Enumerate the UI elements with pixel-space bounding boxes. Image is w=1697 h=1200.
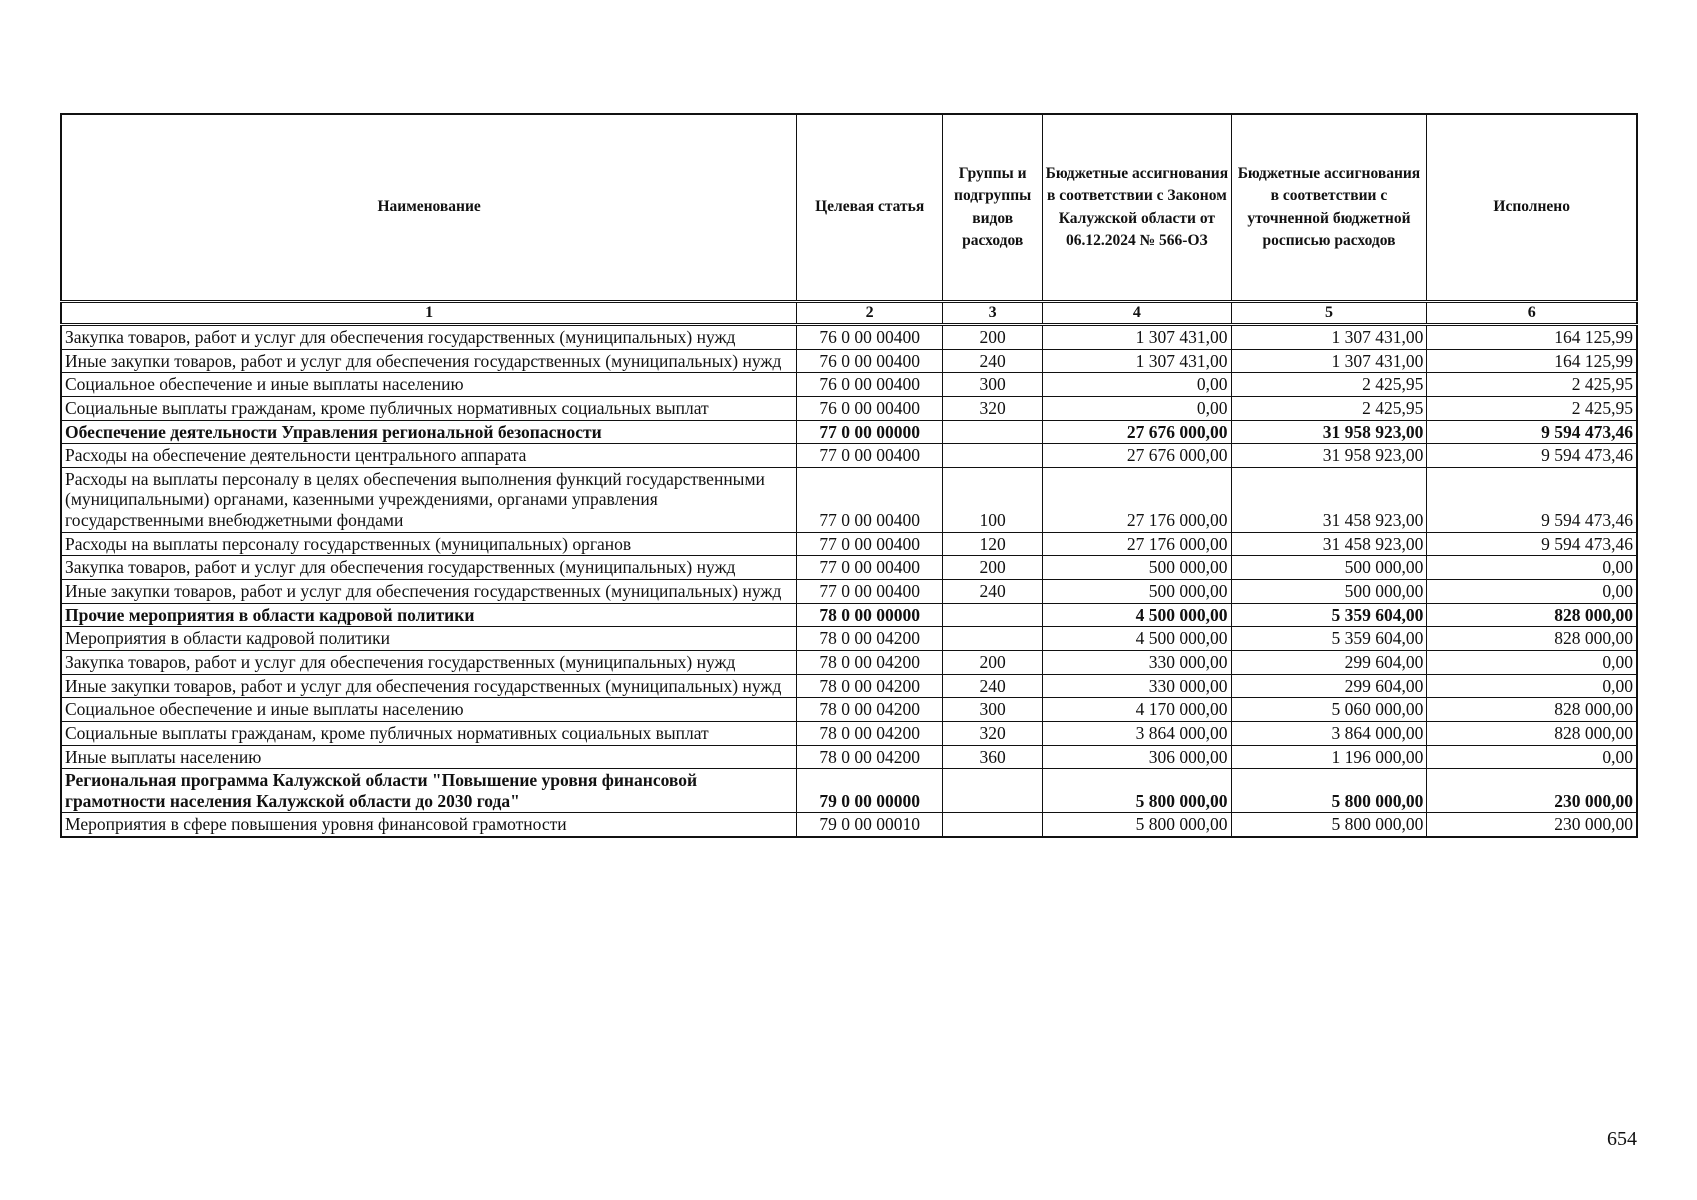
- expense-group-cell: 120: [943, 532, 1043, 556]
- executed-cell: 9 594 473,46: [1427, 532, 1637, 556]
- refined-allocation-cell: 500 000,00: [1231, 580, 1427, 604]
- table-row: [61, 532, 1637, 556]
- law-allocation-cell: 330 000,00: [1043, 650, 1231, 674]
- table-row: [61, 420, 1637, 444]
- executed-cell: 164 125,99: [1427, 349, 1637, 373]
- column-number: 4: [1043, 302, 1231, 325]
- target-article-cell: 78 0 00 04200: [797, 650, 943, 674]
- refined-allocation-cell: 31 458 923,00: [1231, 467, 1427, 532]
- table-row: [61, 650, 1637, 674]
- expense-group-cell: 320: [943, 721, 1043, 745]
- refined-allocation-cell: 5 359 604,00: [1231, 627, 1427, 651]
- row-name-cell: Закупка товаров, работ и услуг для обеспечения государственных (муниципальных) нужд: [61, 556, 797, 580]
- row-name-cell: Закупка товаров, работ и услуг для обеспечения государственных (муниципальных) нужд: [61, 325, 797, 350]
- row-name-cell: Иные закупки товаров, работ и услуг для обеспечения государственных (муниципальных) нужд: [61, 580, 797, 604]
- column-number: 5: [1231, 302, 1427, 325]
- law-allocation-cell: 500 000,00: [1043, 556, 1231, 580]
- row-name-cell: Иные закупки товаров, работ и услуг для обеспечения государственных (муниципальных) нужд: [61, 349, 797, 373]
- law-allocation-cell: 27 676 000,00: [1043, 420, 1231, 444]
- law-allocation-cell: 5 800 000,00: [1043, 769, 1231, 813]
- executed-cell: 828 000,00: [1427, 721, 1637, 745]
- law-allocation-cell: 0,00: [1043, 396, 1231, 420]
- row-name-cell: Региональная программа Калужской области "Повышение уровня финансовой грамотности населения Калужской области до 2030 года": [61, 769, 797, 813]
- executed-cell: 230 000,00: [1427, 769, 1637, 813]
- target-article-cell: 77 0 00 00400: [797, 444, 943, 468]
- table-row: [61, 580, 1637, 604]
- table-row: [61, 627, 1637, 651]
- expense-group-cell: 200: [943, 650, 1043, 674]
- law-allocation-cell: 4 170 000,00: [1043, 698, 1231, 722]
- executed-cell: 0,00: [1427, 674, 1637, 698]
- row-name-cell: Обеспечение деятельности Управления региональной безопасности: [61, 420, 797, 444]
- law-allocation-cell: 27 176 000,00: [1043, 532, 1231, 556]
- law-allocation-cell: 0,00: [1043, 373, 1231, 397]
- expense-group-cell: 300: [943, 698, 1043, 722]
- refined-allocation-cell: 1 307 431,00: [1231, 325, 1427, 350]
- header-expense-groups: Группы и подгруппы видов расходов: [943, 114, 1043, 302]
- expense-group-cell: 200: [943, 556, 1043, 580]
- expense-group-cell: [943, 603, 1043, 627]
- expense-group-cell: [943, 813, 1043, 837]
- expense-group-cell: 300: [943, 373, 1043, 397]
- executed-cell: 2 425,95: [1427, 396, 1637, 420]
- page-number: 654: [1607, 1128, 1637, 1150]
- executed-cell: 828 000,00: [1427, 627, 1637, 651]
- header-executed: Исполнено: [1427, 114, 1637, 302]
- refined-allocation-cell: 31 958 923,00: [1231, 444, 1427, 468]
- row-name-cell: Расходы на выплаты персоналу в целях обеспечения выполнения функций государственными (муниципальными) органами, казенными учреждениями, органами управления государственными внебюджетными фондами: [61, 467, 797, 532]
- table-row: [61, 721, 1637, 745]
- expense-group-cell: 240: [943, 674, 1043, 698]
- expense-group-cell: 240: [943, 349, 1043, 373]
- table-row: [61, 603, 1637, 627]
- row-name-cell: Мероприятия в области кадровой политики: [61, 627, 797, 651]
- target-article-cell: 78 0 00 04200: [797, 674, 943, 698]
- expense-group-cell: 360: [943, 745, 1043, 769]
- row-name-cell: Иные закупки товаров, работ и услуг для обеспечения государственных (муниципальных) нужд: [61, 674, 797, 698]
- column-number: 6: [1427, 302, 1637, 325]
- expense-group-cell: [943, 769, 1043, 813]
- column-number: 2: [797, 302, 943, 325]
- table-body: [61, 325, 1637, 838]
- column-number: 3: [943, 302, 1043, 325]
- row-name-cell: Закупка товаров, работ и услуг для обеспечения государственных (муниципальных) нужд: [61, 650, 797, 674]
- target-article-cell: 78 0 00 00000: [797, 603, 943, 627]
- executed-cell: 2 425,95: [1427, 373, 1637, 397]
- table-row: [61, 813, 1637, 837]
- law-allocation-cell: 306 000,00: [1043, 745, 1231, 769]
- refined-allocation-cell: 500 000,00: [1231, 556, 1427, 580]
- expense-group-cell: 320: [943, 396, 1043, 420]
- row-name-cell: Социальные выплаты гражданам, кроме публичных нормативных социальных выплат: [61, 396, 797, 420]
- target-article-cell: 77 0 00 00000: [797, 420, 943, 444]
- refined-allocation-cell: 5 359 604,00: [1231, 603, 1427, 627]
- table-row: [61, 745, 1637, 769]
- executed-cell: 828 000,00: [1427, 698, 1637, 722]
- header-law-allocations: Бюджетные ассигнования в соответствии с Законом Калужской области от 06.12.2024 № 566-ОЗ: [1043, 114, 1231, 302]
- law-allocation-cell: 27 176 000,00: [1043, 467, 1231, 532]
- target-article-cell: 77 0 00 00400: [797, 556, 943, 580]
- refined-allocation-cell: 2 425,95: [1231, 373, 1427, 397]
- refined-allocation-cell: 2 425,95: [1231, 396, 1427, 420]
- target-article-cell: 77 0 00 00400: [797, 467, 943, 532]
- refined-allocation-cell: 1 307 431,00: [1231, 349, 1427, 373]
- table-row: [61, 373, 1637, 397]
- target-article-cell: 76 0 00 00400: [797, 396, 943, 420]
- law-allocation-cell: 4 500 000,00: [1043, 603, 1231, 627]
- target-article-cell: 79 0 00 00010: [797, 813, 943, 837]
- target-article-cell: 78 0 00 04200: [797, 627, 943, 651]
- target-article-cell: 77 0 00 00400: [797, 532, 943, 556]
- refined-allocation-cell: 31 458 923,00: [1231, 532, 1427, 556]
- table-row: [61, 674, 1637, 698]
- refined-allocation-cell: 5 800 000,00: [1231, 769, 1427, 813]
- law-allocation-cell: 500 000,00: [1043, 580, 1231, 604]
- table-row: [61, 349, 1637, 373]
- law-allocation-cell: 1 307 431,00: [1043, 349, 1231, 373]
- budget-table: [60, 113, 1638, 838]
- table-row: [61, 325, 1637, 350]
- refined-allocation-cell: 5 800 000,00: [1231, 813, 1427, 837]
- row-name-cell: Расходы на обеспечение деятельности центрального аппарата: [61, 444, 797, 468]
- row-name-cell: Социальное обеспечение и иные выплаты населению: [61, 373, 797, 397]
- law-allocation-cell: 4 500 000,00: [1043, 627, 1231, 651]
- table-row: [61, 698, 1637, 722]
- table-row: [61, 396, 1637, 420]
- expense-group-cell: [943, 444, 1043, 468]
- executed-cell: 230 000,00: [1427, 813, 1637, 837]
- refined-allocation-cell: 1 196 000,00: [1231, 745, 1427, 769]
- table-row: [61, 467, 1637, 532]
- executed-cell: 9 594 473,46: [1427, 444, 1637, 468]
- expense-group-cell: 240: [943, 580, 1043, 604]
- target-article-cell: 76 0 00 00400: [797, 325, 943, 350]
- row-name-cell: Социальное обеспечение и иные выплаты населению: [61, 698, 797, 722]
- refined-allocation-cell: 299 604,00: [1231, 674, 1427, 698]
- executed-cell: 0,00: [1427, 650, 1637, 674]
- column-number: 1: [61, 302, 797, 325]
- executed-cell: 0,00: [1427, 556, 1637, 580]
- refined-allocation-cell: 5 060 000,00: [1231, 698, 1427, 722]
- refined-allocation-cell: 3 864 000,00: [1231, 721, 1427, 745]
- law-allocation-cell: 27 676 000,00: [1043, 444, 1231, 468]
- target-article-cell: 78 0 00 04200: [797, 721, 943, 745]
- expense-group-cell: [943, 627, 1043, 651]
- target-article-cell: 78 0 00 04200: [797, 698, 943, 722]
- column-number-row: [61, 302, 1637, 325]
- refined-allocation-cell: 31 958 923,00: [1231, 420, 1427, 444]
- table-row: [61, 444, 1637, 468]
- target-article-cell: 78 0 00 04200: [797, 745, 943, 769]
- law-allocation-cell: 330 000,00: [1043, 674, 1231, 698]
- executed-cell: 0,00: [1427, 580, 1637, 604]
- target-article-cell: 76 0 00 00400: [797, 373, 943, 397]
- header-refined-allocations: Бюджетные ассигнования в соответствии с уточненной бюджетной росписью расходов: [1231, 114, 1427, 302]
- table-row: [61, 769, 1637, 813]
- header-target-article: Целевая статья: [797, 114, 943, 302]
- expense-group-cell: 100: [943, 467, 1043, 532]
- executed-cell: 9 594 473,46: [1427, 467, 1637, 532]
- law-allocation-cell: 1 307 431,00: [1043, 325, 1231, 350]
- target-article-cell: 77 0 00 00400: [797, 580, 943, 604]
- row-name-cell: Иные выплаты населению: [61, 745, 797, 769]
- executed-cell: 828 000,00: [1427, 603, 1637, 627]
- expense-group-cell: 200: [943, 325, 1043, 350]
- executed-cell: 164 125,99: [1427, 325, 1637, 350]
- executed-cell: 9 594 473,46: [1427, 420, 1637, 444]
- target-article-cell: 79 0 00 00000: [797, 769, 943, 813]
- target-article-cell: 76 0 00 00400: [797, 349, 943, 373]
- row-name-cell: Мероприятия в сфере повышения уровня финансовой грамотности: [61, 813, 797, 837]
- row-name-cell: Социальные выплаты гражданам, кроме публичных нормативных социальных выплат: [61, 721, 797, 745]
- executed-cell: 0,00: [1427, 745, 1637, 769]
- header-row: [61, 114, 1637, 302]
- refined-allocation-cell: 299 604,00: [1231, 650, 1427, 674]
- table-row: [61, 556, 1637, 580]
- header-name: Наименование: [61, 114, 797, 302]
- law-allocation-cell: 3 864 000,00: [1043, 721, 1231, 745]
- expense-group-cell: [943, 420, 1043, 444]
- row-name-cell: Расходы на выплаты персоналу государственных (муниципальных) органов: [61, 532, 797, 556]
- law-allocation-cell: 5 800 000,00: [1043, 813, 1231, 837]
- row-name-cell: Прочие мероприятия в области кадровой политики: [61, 603, 797, 627]
